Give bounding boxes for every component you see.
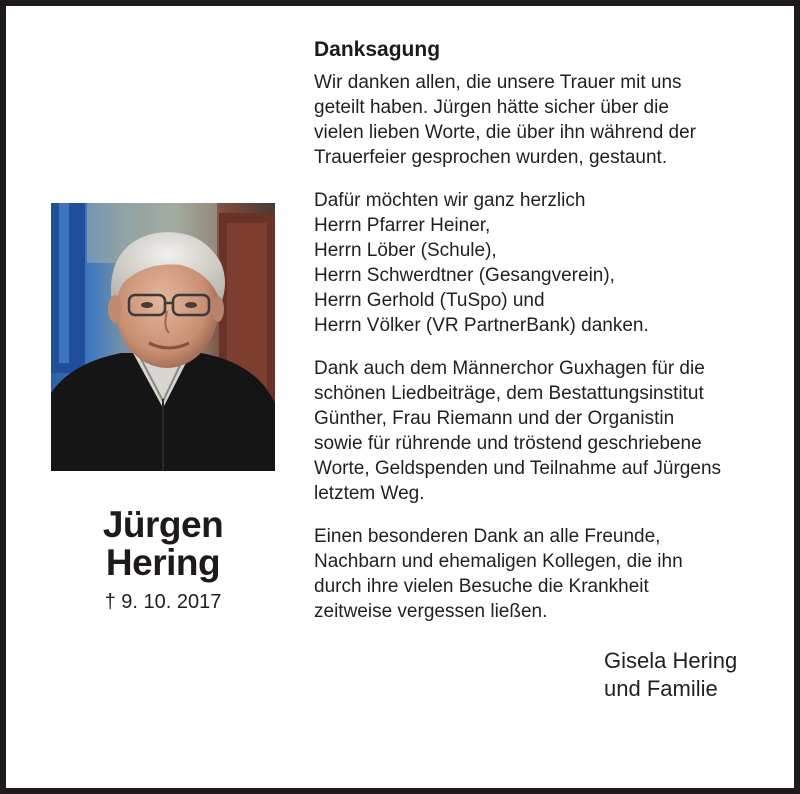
portrait-photo [51,203,275,471]
text-line: Worte, Geldspenden und Teilnahme auf Jürgens [314,458,722,479]
paragraph-4 [314,524,764,624]
deceased-first-name: Jürgen [102,504,224,545]
text-line: letztem Weg. [314,483,425,504]
text-line: sowie für rührende und tröstend geschriebene [314,433,702,454]
heading: Danksagung [314,38,441,61]
death-date: † 9. 10. 2017 [104,591,222,613]
text-line: zeitweise vergessen ließen. [314,601,548,622]
signature-line-2: und Familie [604,676,718,701]
text-line: Dank auch dem Männerchor Guxhagen für die [314,358,705,379]
text-line: Herrn Löber (Schule), [314,240,497,261]
text-line: Herrn Gerhold (TuSpo) und [314,290,545,311]
deceased-last-name: Hering [105,542,221,583]
text-line: Trauerfeier gesprochen wurden, gestaunt. [314,147,668,168]
text-line: Herrn Völker (VR PartnerBank) danken. [314,315,649,336]
signature-line-1: Gisela Hering [604,648,738,673]
acknowledgement-text [314,36,764,642]
deceased-name-block [51,506,275,614]
text-line: Herrn Schwerdtner (Gesangverein), [314,265,615,286]
text-line: Nachbarn und ehemaligen Kollegen, die ihn [314,551,683,572]
text-line: schönen Liedbeiträge, dem Bestattungsinstitut [314,383,704,404]
text-line: Einen besonderen Dank an alle Freunde, [314,526,661,547]
text-line: Dafür möchten wir ganz herzlich [314,190,586,211]
text-line: geteilt haben. Jürgen hätte sicher über die [314,97,669,118]
text-line: durch ihre vielen Besuche die Krankheit [314,576,649,597]
signature [604,647,737,703]
text-line: Wir danken allen, die unsere Trauer mit uns [314,72,682,93]
paragraph-3 [314,356,764,506]
paragraph-1 [314,70,764,170]
paragraph-2 [314,188,764,338]
text-line: Herrn Pfarrer Heiner, [314,215,491,236]
text-line: Günther, Frau Riemann und der Organistin [314,408,675,429]
text-line: vielen lieben Worte, die über ihn während der [314,122,696,143]
